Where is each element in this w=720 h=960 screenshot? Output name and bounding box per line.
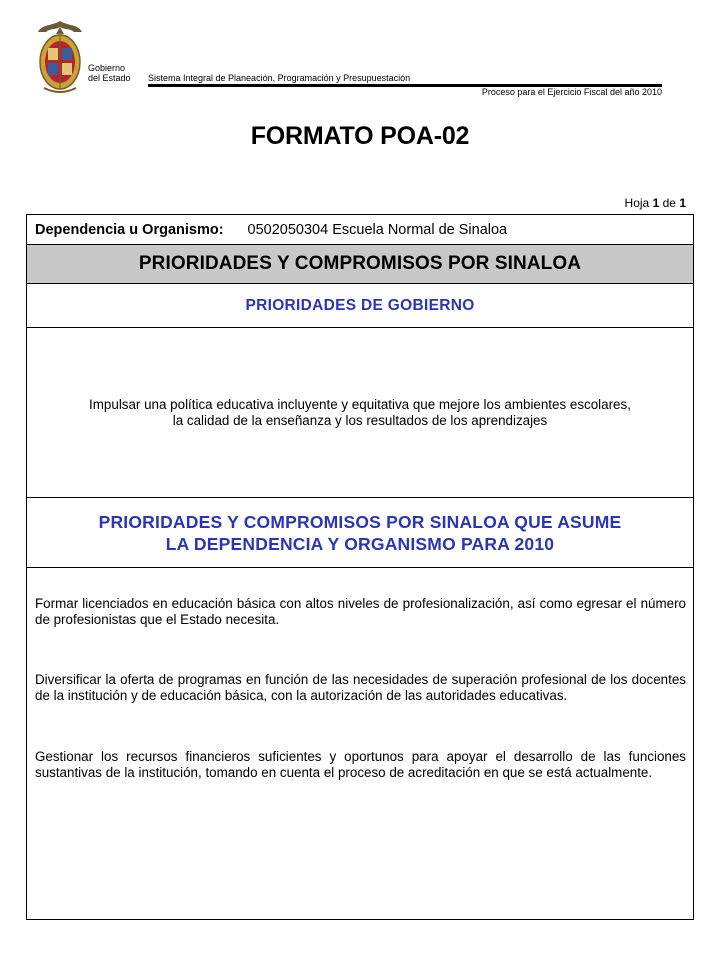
- commitment-item: Diversificar la oferta de programas en función de las necesidades de superación profesional de los docentes de la institución y de educación básica, con la autorización de las autoridades educativas.: [35, 672, 686, 703]
- commitments-list: [27, 568, 693, 919]
- dependency-row: [27, 215, 693, 245]
- page-counter: Hoja 1 de 1: [624, 196, 686, 210]
- state-coat-of-arms-icon: [34, 18, 86, 96]
- document-title: FORMATO POA-02: [250, 122, 470, 150]
- process-year: Proceso para el Ejercicio Fiscal del año 2010: [481, 87, 662, 97]
- commitments-title: PRIORIDADES Y COMPROMISOS POR SINALOA QUE ASUME LA DEPENDENCIA Y ORGANISMO PARA 2010: [27, 498, 693, 568]
- gov-priorities-text: Impulsar una política educativa incluyente y equitativa que mejore los ambientes escolares, la calidad de la enseñanza y los resultados de los aprendizajes: [27, 328, 693, 498]
- government-label: Gobierno del Estado: [88, 63, 131, 83]
- document-header: [0, 0, 720, 110]
- commitment-item: Gestionar los recursos financieros suficientes y oportunos para apoyar el desarrollo de las funciones sustantivas de la institución, tomando en cuenta el proceso de acreditación en que se está actualmente.: [35, 749, 686, 780]
- commitment-item: Formar licenciados en educación básica con altos niveles de profesionalización, así como egresar el número de profesionistas que el Estado necesita.: [35, 596, 686, 627]
- form-frame: [26, 214, 694, 920]
- system-name: Sistema Integral de Planeación, Programación y Presupuestación: [148, 73, 411, 83]
- gov-priorities-title: PRIORIDADES DE GOBIERNO: [27, 284, 693, 328]
- section-band-title: PRIORIDADES Y COMPROMISOS POR SINALOA: [27, 245, 693, 284]
- dependency-label: Dependencia u Organismo:: [35, 221, 224, 238]
- dependency-value: 0502050304 Escuela Normal de Sinaloa: [247, 221, 508, 238]
